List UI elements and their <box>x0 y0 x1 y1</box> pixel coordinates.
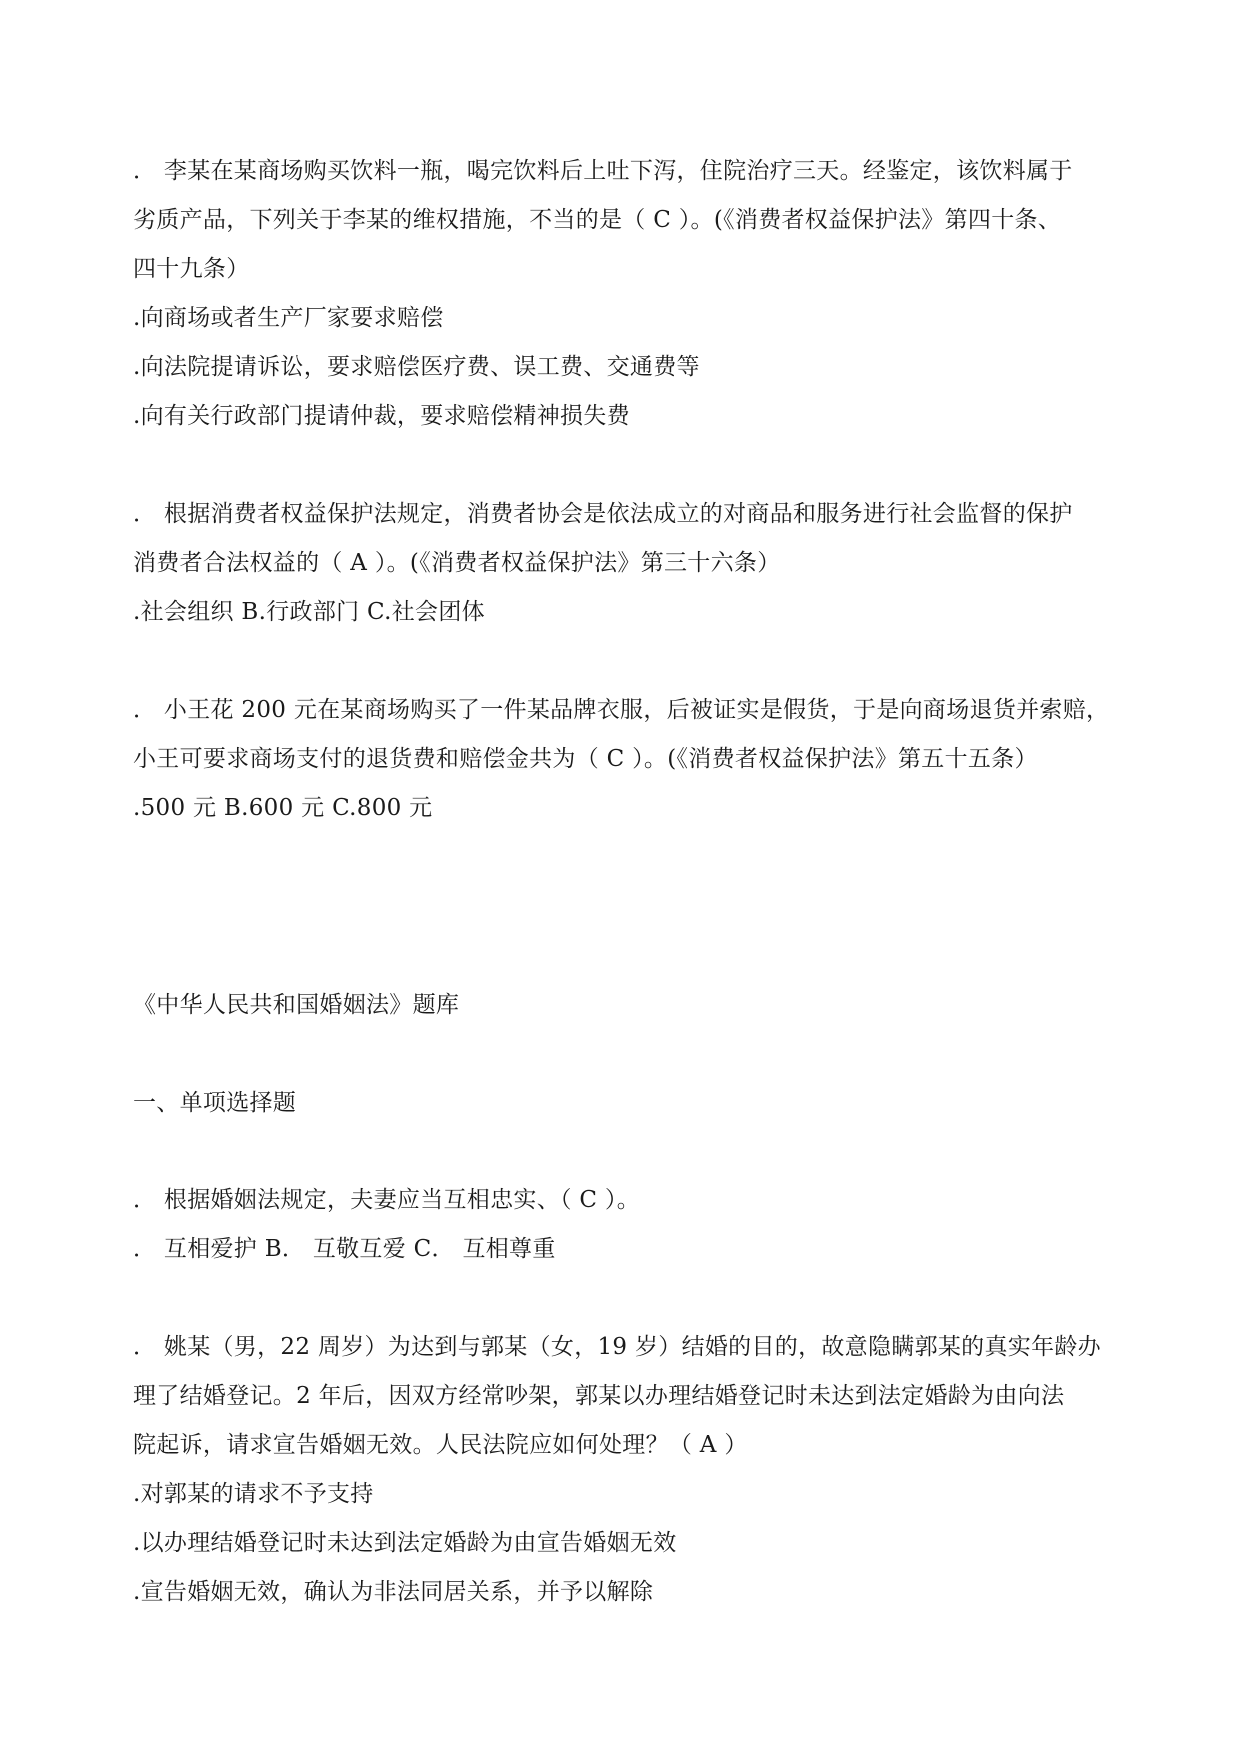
question-stem-line: ． 根据消费者权益保护法规定，消费者协会是依法成立的对商品和服务进行社会监督的保护 <box>133 501 1073 527</box>
section-title: 《中华人民共和国婚姻法》题库 <box>133 992 460 1018</box>
answer-option: .社会组织 B.行政部门 C.社会团体 <box>133 599 485 625</box>
answer-option: .以办理结婚登记时未达到法定婚龄为由宣告婚姻无效 <box>133 1530 677 1556</box>
question-stem-line: 消费者合法权益的（ A ）。(《消费者权益保护法》第三十六条） <box>133 550 781 576</box>
subsection-title: 一、单项选择题 <box>133 1090 297 1116</box>
question-stem-line: ． 根据婚姻法规定，夫妻应当互相忠实、（ C ）。 <box>133 1187 641 1213</box>
question-stem-line: 院起诉，请求宣告婚姻无效。人民法院应如何处理？（ A ） <box>133 1432 748 1458</box>
question-stem-line: ． 姚某（男，22 周岁）为达到与郭某（女，19 岁）结婚的目的，故意隐瞒郭某的真实年龄办 <box>133 1334 1101 1360</box>
question-stem-line: 小王可要求商场支付的退货费和赔偿金共为（ C ）。(《消费者权益保护法》第五十五条） <box>133 746 1038 772</box>
answer-option: .向法院提请诉讼，要求赔偿医疗费、误工费、交通费等 <box>133 354 700 380</box>
question-stem-line: 劣质产品，下列关于李某的维权措施，不当的是（ C ）。(《消费者权益保护法》第四十条、 <box>133 207 1062 233</box>
answer-option: .500 元 B.600 元 C.800 元 <box>133 795 433 821</box>
answer-option: .对郭某的请求不予支持 <box>133 1481 374 1507</box>
answer-option: .向有关行政部门提请仲裁，要求赔偿精神损失费 <box>133 403 630 429</box>
answer-option: .宣告婚姻无效，确认为非法同居关系，并予以解除 <box>133 1579 654 1605</box>
question-stem-line: 四十九条） <box>133 256 250 282</box>
question-stem-line: ． 小王花 200 元在某商场购买了一件某品牌衣服，后被证实是假货，于是向商场退货并索赔， <box>133 697 1110 723</box>
question-stem-line: ． 李某在某商场购买饮料一瓶，喝完饮料后上吐下泻，住院治疗三天。经鉴定，该饮料属于 <box>133 158 1073 184</box>
question-stem-line: 理了结婚登记。2 年后，因双方经常吵架，郭某以办理结婚登记时未达到法定婚龄为由向法 <box>133 1383 1065 1409</box>
answer-option: ． 互相爱护 B． 互敬互爱 C． 互相尊重 <box>133 1236 556 1262</box>
answer-option: .向商场或者生产厂家要求赔偿 <box>133 305 444 331</box>
